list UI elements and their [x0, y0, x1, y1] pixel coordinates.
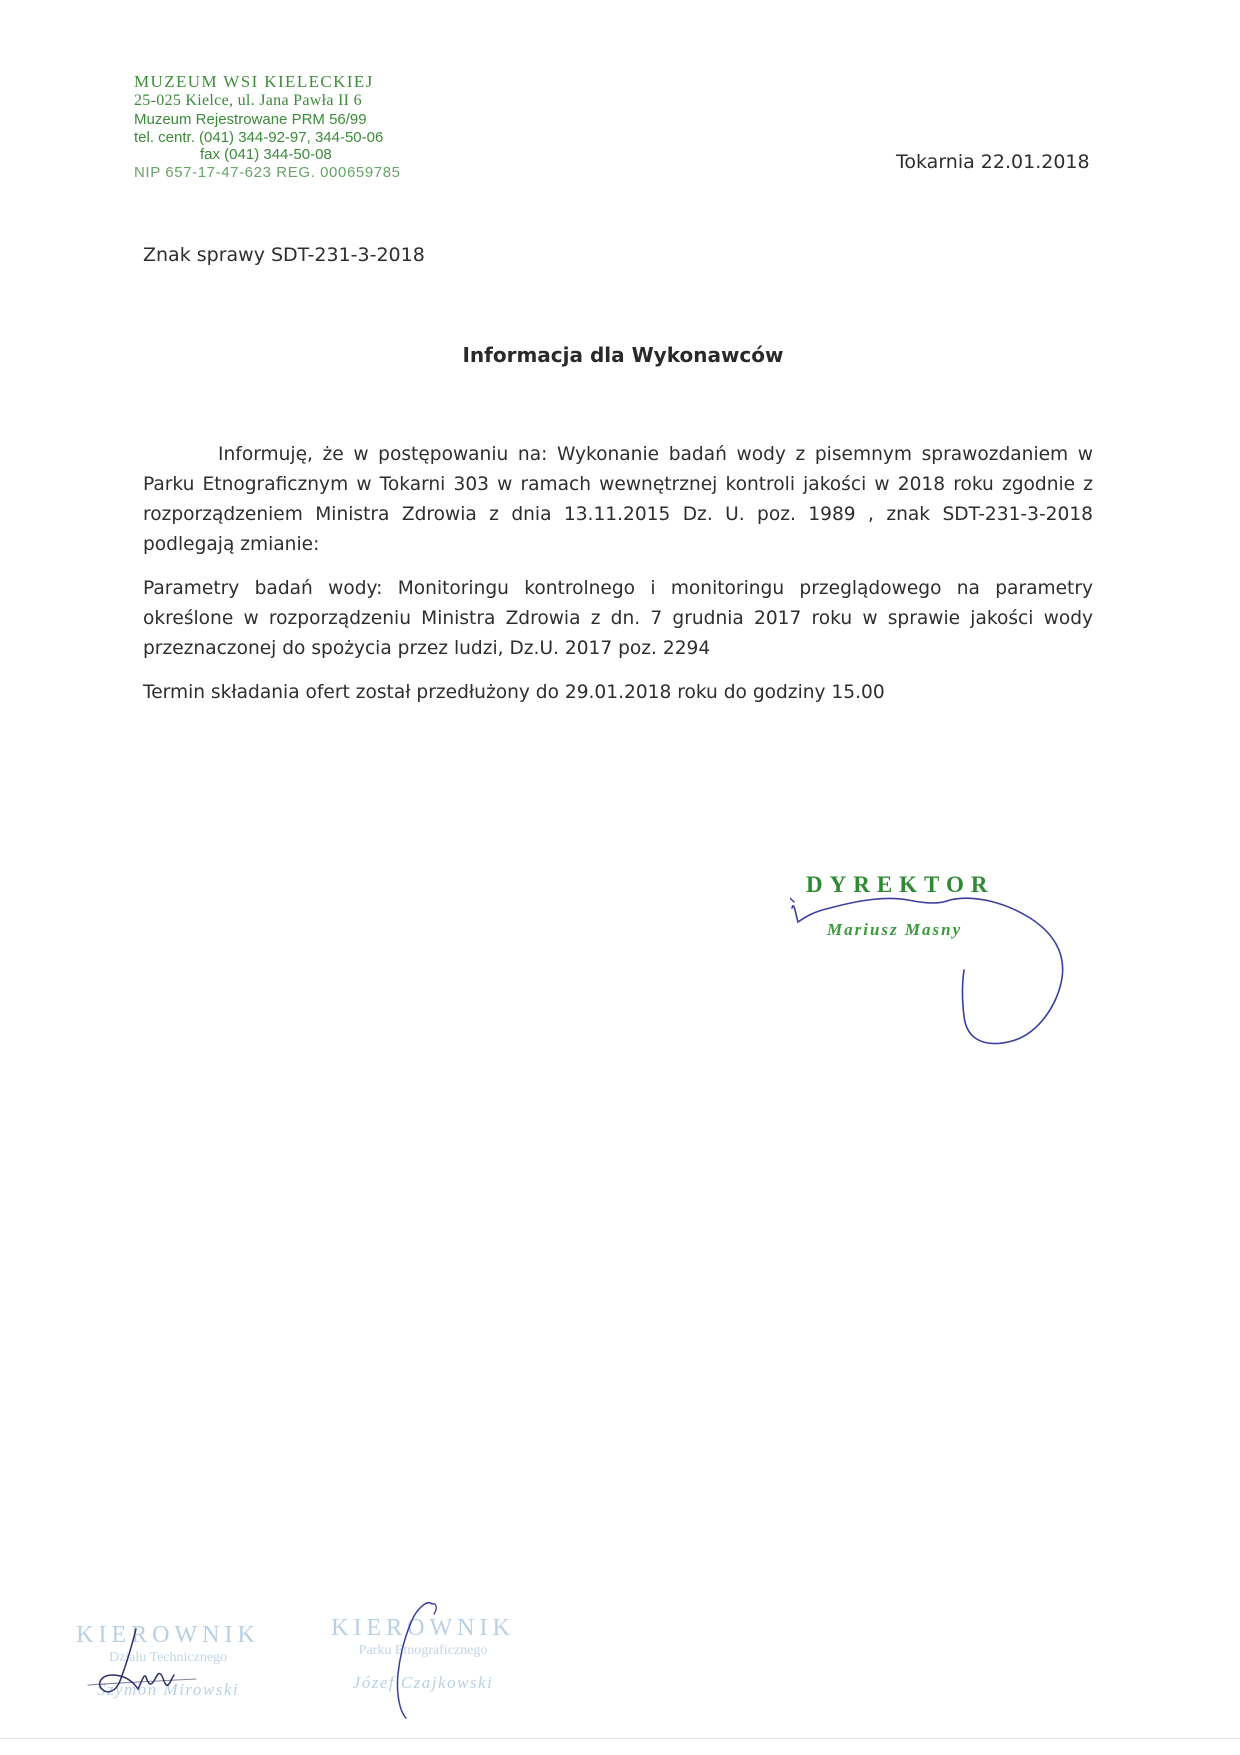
place-and-date: Tokarnia 22.01.2018: [896, 151, 1090, 173]
stamp-unit: Działu Technicznego: [108, 1650, 228, 1666]
body-paragraph: Informuję, że w postępowaniu na: Wykonanie badań wody z pisemnym sprawozdaniem w Parku Etnograficznym w Tokarni 303 w ramach wewnętrznej kontroli jakości w 2018 roku zgodnie z rozporządzeniem Ministra Zdrowia z dnia 13.11.2015 Dz. U. poz. 1989 , znak SDT-231-3-2018 podlegają zmianie:: [143, 444, 1093, 555]
stamp-unit: Parku Etnograficznego: [358, 1643, 488, 1659]
stamp-fax: fax (041) 344-50-08: [200, 146, 332, 164]
stamp-address: 25-025 Kielce, ul. Jana Pawła II 6: [134, 92, 362, 110]
body-paragraph: Parametry badań wody: Monitoringu kontrolnego i monitoringu przeglądowego na parametry określone w rozporządzeniu Ministra Zdrowia z dn. 7 grudnia 2017 roku w sprawie jakości wody przeznaczonej do spożycia przez ludzi, Dz.U. 2017 poz. 2294: [143, 578, 1093, 659]
stamp-person-name: Szymon Mirowski: [96, 1679, 240, 1699]
director-stamp-title: DYREKTOR: [806, 872, 995, 897]
director-signature: [790, 860, 1090, 1060]
director-stamp-name: Mariusz Masny: [827, 920, 963, 939]
director-stamp: [790, 860, 1090, 1060]
stamp-technical-manager: [68, 1622, 268, 1700]
letter-body: [143, 440, 1093, 708]
stamp-title: KIEROWNIK: [331, 1615, 515, 1641]
stamp-ethnographic-park-manager: [318, 1615, 528, 1693]
stamp-registry: Muzeum Rejestrowane PRM 56/99: [134, 110, 367, 128]
sender-stamp: [134, 72, 444, 182]
stamp-institution-name: MUZEUM WSI KIELECKIEJ: [134, 72, 374, 91]
document-title: Informacja dla Wykonawców: [462, 343, 784, 367]
stamp-title: KIEROWNIK: [76, 1622, 260, 1648]
body-paragraph: Termin składania ofert został przedłużony do 29.01.2018 roku do godziny 15.00: [143, 682, 885, 703]
stamp-person-name: Józef Czajkowski: [352, 1672, 494, 1692]
case-reference: Znak sprawy SDT-231-3-2018: [143, 244, 425, 266]
stamp-nip-regon: NIP 657-17-47-623 REG. 000659785: [134, 163, 401, 181]
stamp-phone: tel. centr. (041) 344-92-97, 344-50-06: [134, 128, 384, 146]
page-bottom-edge: [0, 1738, 1240, 1739]
